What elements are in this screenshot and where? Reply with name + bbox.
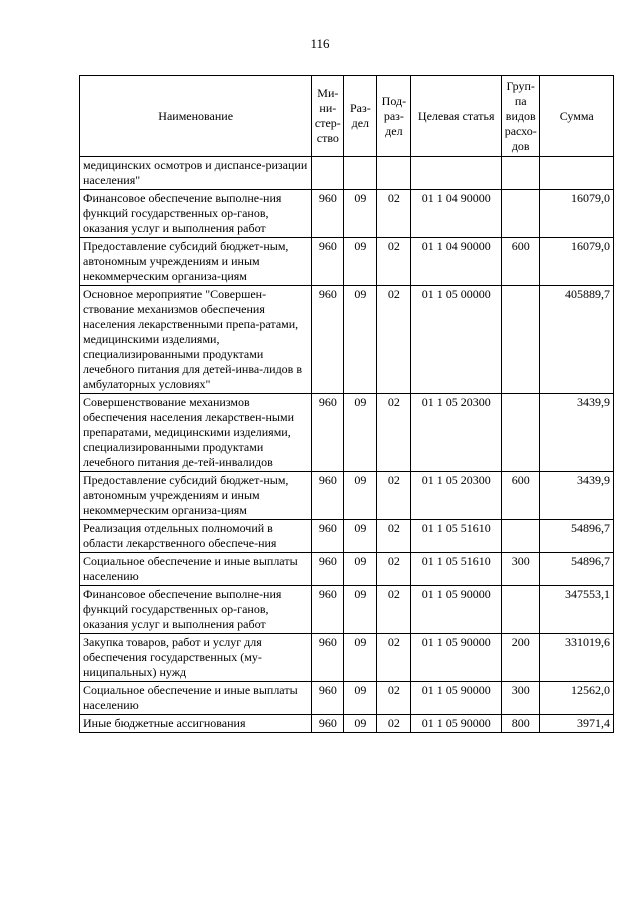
- cell-sum: 3971,4: [540, 715, 614, 733]
- table-row: [80, 394, 614, 472]
- cell-sum: 12562,0: [540, 682, 614, 715]
- cell-section: 09: [344, 634, 377, 682]
- cell-subsection: 02: [377, 553, 411, 586]
- cell-expense-group: [502, 190, 540, 238]
- cell-section: 09: [344, 238, 377, 286]
- table-row: [80, 157, 614, 190]
- cell-ministry: 960: [312, 286, 344, 394]
- cell-name: Закупка товаров, работ и услуг для обеспечения государственных (му-ниципальных) нужд: [80, 634, 312, 682]
- cell-subsection: 02: [377, 715, 411, 733]
- cell-sum: 3439,9: [540, 394, 614, 472]
- cell-section: 09: [344, 553, 377, 586]
- cell-subsection: 02: [377, 682, 411, 715]
- cell-name: Социальное обеспечение и иные выплаты населению: [80, 682, 312, 715]
- cell-section: 09: [344, 394, 377, 472]
- cell-ministry: 960: [312, 394, 344, 472]
- cell-name: Финансовое обеспечение выполне-ния функций государственных ор-ганов, оказания услуг и выполнения работ: [80, 586, 312, 634]
- cell-expense-group: [502, 286, 540, 394]
- cell-sum: 54896,7: [540, 520, 614, 553]
- cell-name: Предоставление субсидий бюджет-ным, автономным учреждениям и иным некоммерческим организа-циям: [80, 238, 312, 286]
- cell-section: 09: [344, 190, 377, 238]
- header-section: Раз-дел: [344, 76, 377, 157]
- cell-target: 01 1 05 90000: [411, 715, 502, 733]
- cell-target: 01 1 04 90000: [411, 190, 502, 238]
- cell-ministry: 960: [312, 586, 344, 634]
- cell-subsection: 02: [377, 520, 411, 553]
- cell-subsection: 02: [377, 394, 411, 472]
- cell-name: Совершенствование механизмов обеспечения населения лекарствен-ными препаратами, медицинскими изделиями, специализированными продуктами лечебного питания де-тей-инвалидов: [80, 394, 312, 472]
- cell-sum: 347553,1: [540, 586, 614, 634]
- cell-expense-group: [502, 157, 540, 190]
- cell-section: [344, 157, 377, 190]
- table-row: [80, 715, 614, 733]
- cell-name: Предоставление субсидий бюджет-ным, автономным учреждениям и иным некоммерческим организа-циям: [80, 472, 312, 520]
- cell-ministry: 960: [312, 715, 344, 733]
- cell-target: 01 1 05 90000: [411, 586, 502, 634]
- budget-table: [79, 75, 614, 733]
- cell-subsection: [377, 157, 411, 190]
- cell-sum: 16079,0: [540, 238, 614, 286]
- cell-section: 09: [344, 715, 377, 733]
- table-row: [80, 238, 614, 286]
- cell-target: 01 1 05 51610: [411, 553, 502, 586]
- cell-ministry: 960: [312, 472, 344, 520]
- table-row: [80, 190, 614, 238]
- cell-expense-group: [502, 520, 540, 553]
- table-header-row: [80, 76, 614, 157]
- cell-sum: 54896,7: [540, 553, 614, 586]
- cell-subsection: 02: [377, 586, 411, 634]
- header-sum: Сумма: [540, 76, 614, 157]
- cell-subsection: 02: [377, 472, 411, 520]
- cell-ministry: 960: [312, 682, 344, 715]
- cell-section: 09: [344, 520, 377, 553]
- cell-name: Иные бюджетные ассигнования: [80, 715, 312, 733]
- cell-ministry: 960: [312, 553, 344, 586]
- header-ministry: Ми-ни-стер-ство: [312, 76, 344, 157]
- cell-sum: 405889,7: [540, 286, 614, 394]
- cell-expense-group: 800: [502, 715, 540, 733]
- cell-ministry: 960: [312, 520, 344, 553]
- table-row: [80, 682, 614, 715]
- table-row: [80, 634, 614, 682]
- cell-expense-group: 600: [502, 238, 540, 286]
- cell-name: Социальное обеспечение и иные выплаты населению: [80, 553, 312, 586]
- cell-ministry: 960: [312, 190, 344, 238]
- cell-target: 01 1 05 90000: [411, 682, 502, 715]
- cell-sum: [540, 157, 614, 190]
- cell-expense-group: 300: [502, 553, 540, 586]
- cell-sum: 331019,6: [540, 634, 614, 682]
- cell-sum: 16079,0: [540, 190, 614, 238]
- cell-subsection: 02: [377, 238, 411, 286]
- cell-ministry: [312, 157, 344, 190]
- cell-expense-group: 600: [502, 472, 540, 520]
- cell-ministry: 960: [312, 238, 344, 286]
- cell-target: 01 1 04 90000: [411, 238, 502, 286]
- table-row: [80, 472, 614, 520]
- cell-expense-group: 300: [502, 682, 540, 715]
- header-target: Целевая статья: [411, 76, 502, 157]
- cell-subsection: 02: [377, 634, 411, 682]
- cell-expense-group: [502, 394, 540, 472]
- cell-ministry: 960: [312, 634, 344, 682]
- cell-expense-group: [502, 586, 540, 634]
- cell-subsection: 02: [377, 286, 411, 394]
- cell-target: 01 1 05 00000: [411, 286, 502, 394]
- cell-section: 09: [344, 586, 377, 634]
- cell-target: 01 1 05 51610: [411, 520, 502, 553]
- cell-name: медицинских осмотров и диспансе-ризации населения": [80, 157, 312, 190]
- header-subsection: Под-раз-дел: [377, 76, 411, 157]
- table-row: [80, 586, 614, 634]
- cell-target: 01 1 05 90000: [411, 634, 502, 682]
- cell-section: 09: [344, 286, 377, 394]
- cell-target: 01 1 05 20300: [411, 394, 502, 472]
- cell-section: 09: [344, 682, 377, 715]
- cell-expense-group: 200: [502, 634, 540, 682]
- table-row: [80, 553, 614, 586]
- cell-name: Финансовое обеспечение выполне-ния функций государственных ор-ганов, оказания услуг и выполнения работ: [80, 190, 312, 238]
- cell-section: 09: [344, 472, 377, 520]
- cell-sum: 3439,9: [540, 472, 614, 520]
- table-row: [80, 286, 614, 394]
- cell-target: [411, 157, 502, 190]
- header-name: Наименование: [80, 76, 312, 157]
- cell-target: 01 1 05 20300: [411, 472, 502, 520]
- header-expense-group: Груп-па видов расхо-дов: [502, 76, 540, 157]
- table-row: [80, 520, 614, 553]
- cell-subsection: 02: [377, 190, 411, 238]
- page-number: 116: [310, 36, 330, 51]
- cell-name: Реализация отдельных полномочий в области лекарственного обеспече-ния: [80, 520, 312, 553]
- cell-name: Основное мероприятие "Совершен-ствование механизмов обеспечения населения лекарственными препа-ратами, медицинскими изделиями, специализированными продуктами лечебного питания для детей-инва-лидов в амбулаторных условиях": [80, 286, 312, 394]
